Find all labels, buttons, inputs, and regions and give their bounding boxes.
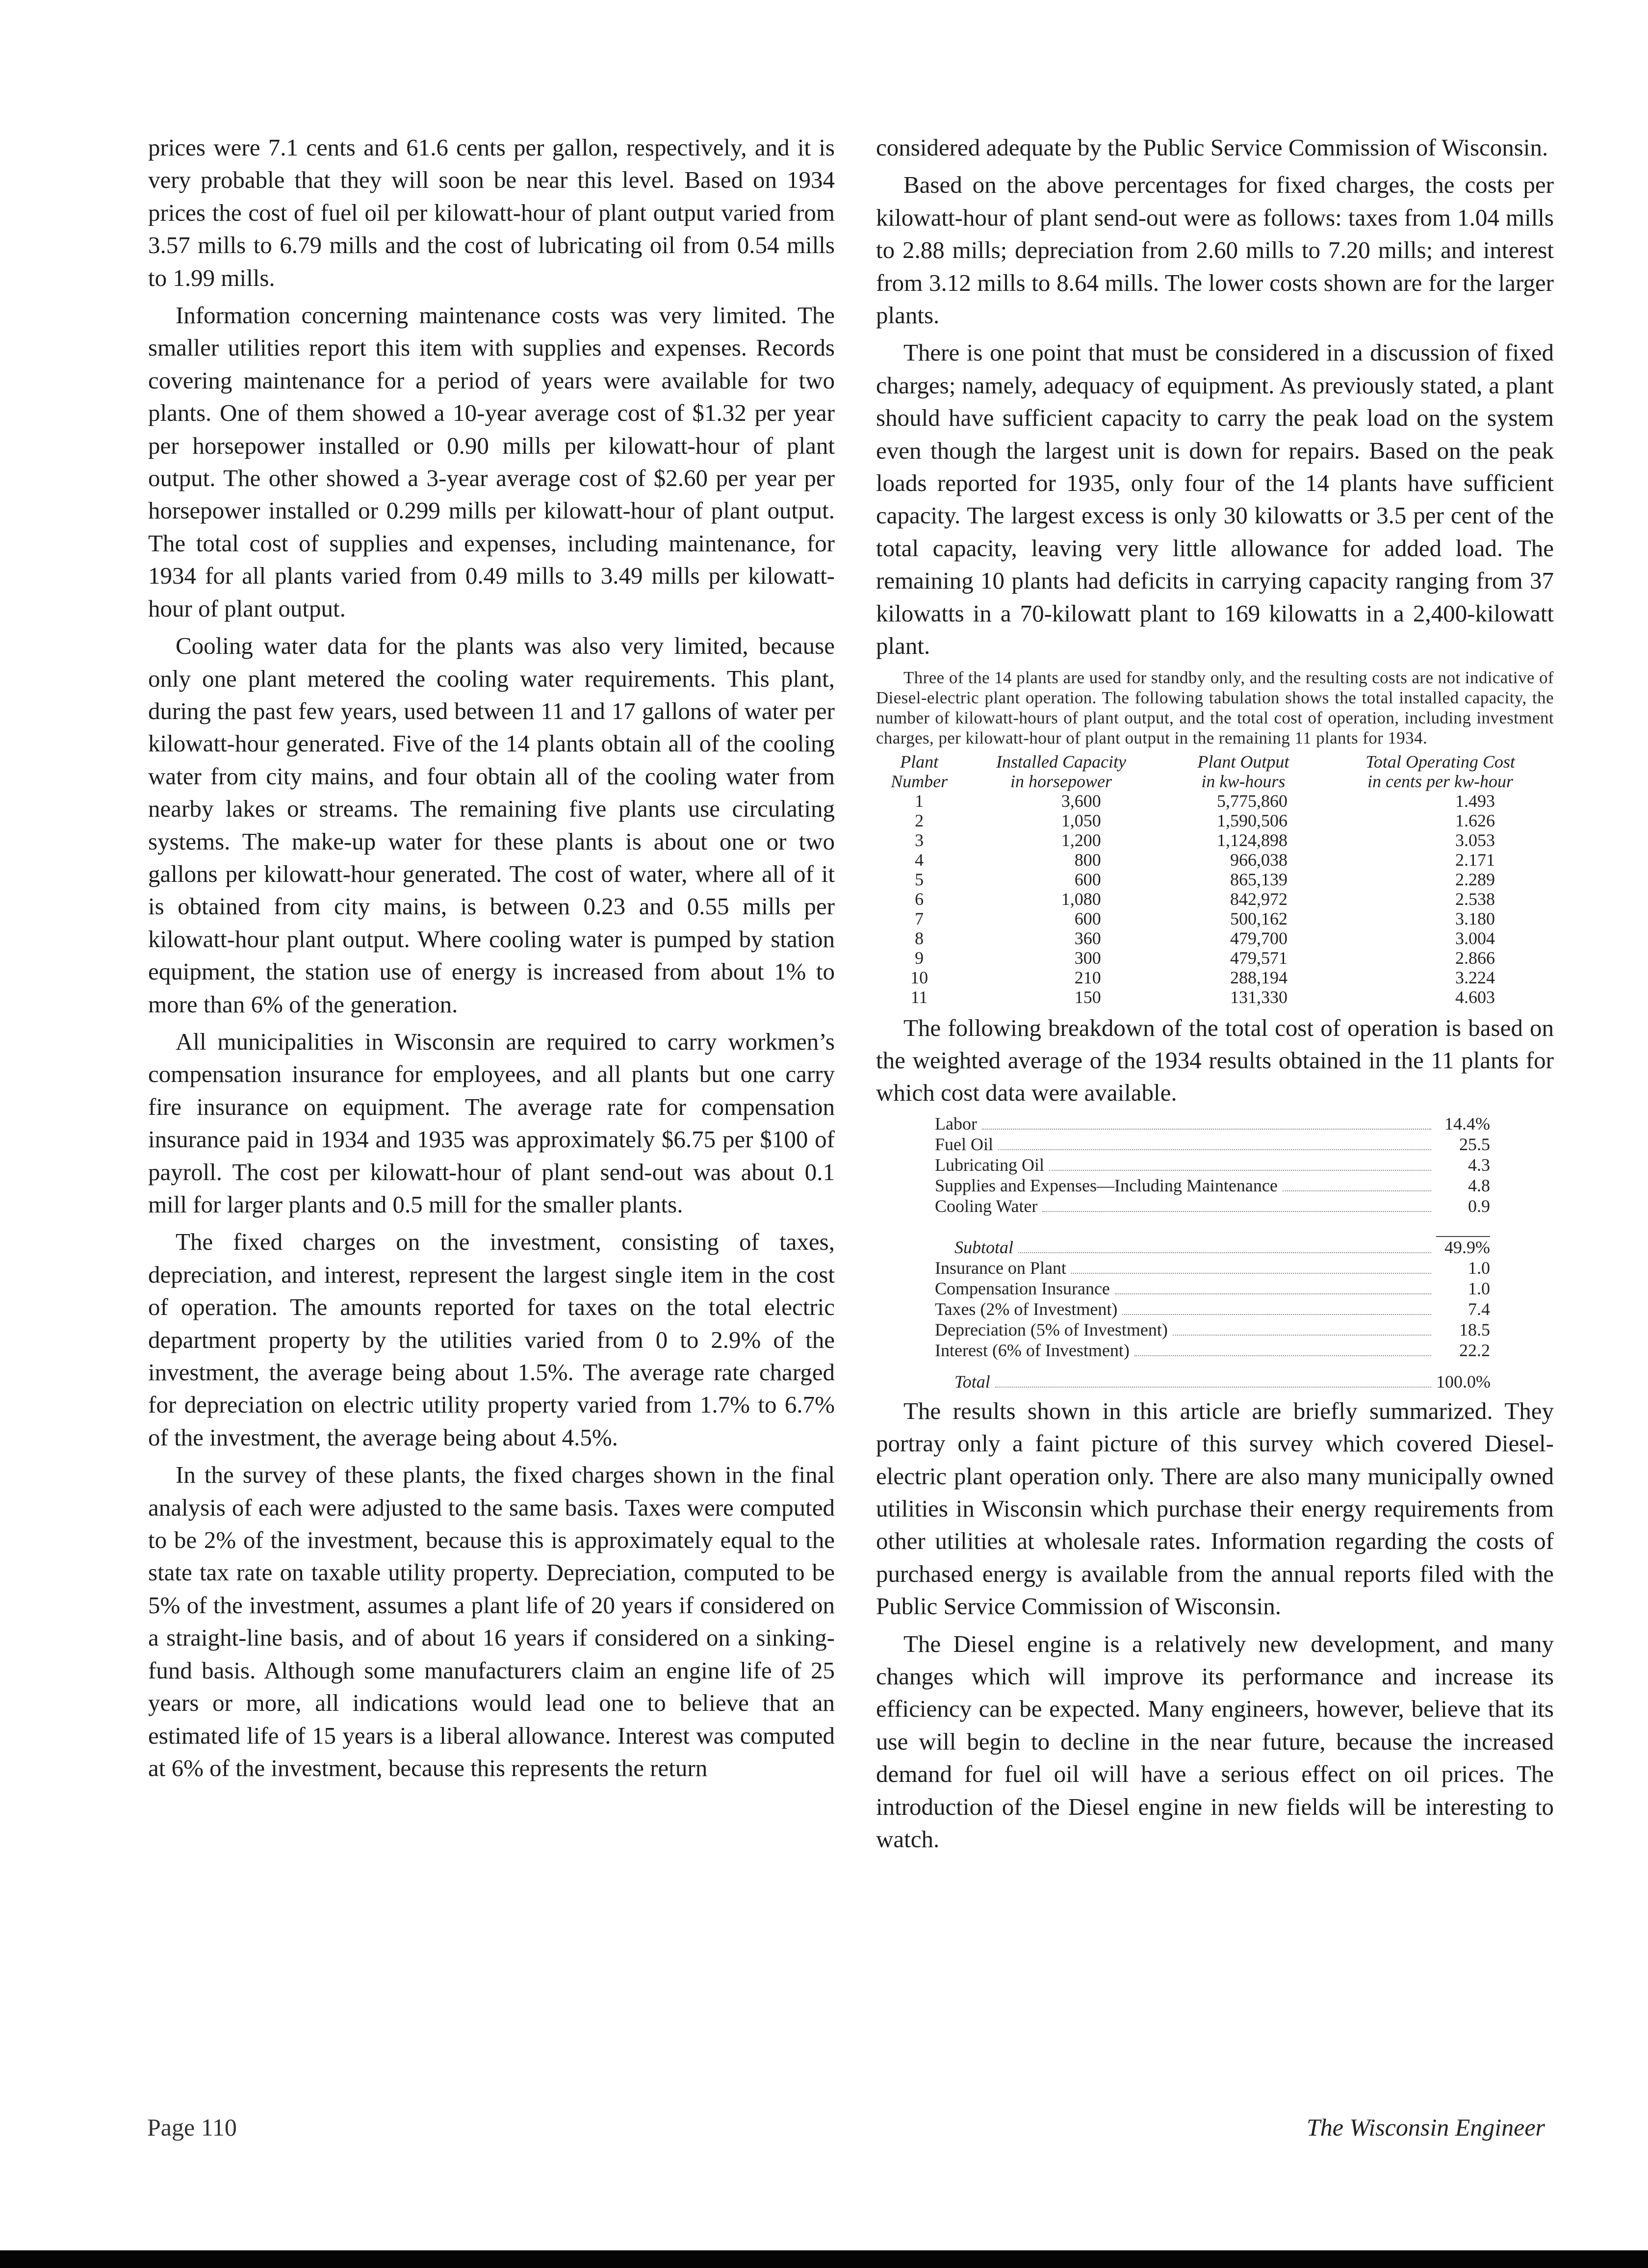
right-column [876,131,1554,1856]
table-cell: 2.538 [1455,889,1495,909]
table-cell: 3.053 [1455,830,1495,850]
subtotal-label: Subtotal [954,1237,1014,1257]
table-cell: 600 [1074,908,1101,928]
breakdown-value: 4.8 [1468,1175,1490,1195]
table-cell: 3.180 [1455,908,1495,928]
paragraph: The following breakdown of the total cost of operation is based on the weighted average of the 1934 results obtained in the 11 plants for which cost data were available. [876,1014,1554,1107]
column-header [1327,752,1554,791]
table-row [876,811,1554,830]
table-row [876,928,1554,948]
table-note: Three of the 14 plants are used for standby only, and the resulting costs are not indicative of Diesel-electric plant operation. The following tabulation shows the total installed capacity, the number of kilowatt-hours of plant output, and the total cost of operation, including investment charges, per kilowatt-hour of plant output in the remaining 11 plants for 1934. [876,668,1554,747]
breakdown-label: Interest (6% of Investment) [935,1340,1130,1360]
breakdown-row [935,1196,1490,1216]
table-cell: 2.289 [1455,869,1495,889]
breakdown-row [935,1258,1490,1278]
breakdown-row [935,1113,1490,1134]
table-cell: 2 [915,810,924,830]
table-cell: 865,139 [1230,869,1288,889]
table-cell: 300 [1074,948,1101,968]
table-row [876,830,1554,850]
paragraph: There is one point that must be considered in a discussion of fixed charges; namely, adequacy of equipment. As previously stated, a plant should have sufficient capacity to carry the peak load on the system even though the largest unit is down for repairs. Based on the peak loads reported for 1935, only four of the 14 plants have sufficient capacity. The largest excess is only 30 kilowatts or 3.5 per cent of the total capacity, leaving very little allowance for added load. The remaining 10 plants had deficits in carrying capacity ranging from 37 kilowatts in a 70-kilowatt plant to 169 kilowatts in a 2,400-kilowatt plant. [876,339,1554,660]
column-header-line: in cents per kw-hour [1367,771,1513,791]
breakdown-row [935,1299,1490,1319]
breakdown-label: Cooling Water [935,1196,1038,1216]
table-cell: 479,571 [1230,948,1288,968]
table-cell: 1,080 [1061,889,1101,909]
breakdown-value: 14.4% [1444,1113,1490,1134]
paragraph: considered adequate by the Public Service Commission of Wisconsin. [876,134,1548,161]
table-cell: 479,700 [1230,928,1288,948]
table-header-row [876,752,1554,791]
breakdown-label: Supplies and Expenses—Including Maintenance [935,1175,1278,1195]
table-cell: 3.004 [1455,928,1495,948]
breakdown-value: 18.5 [1459,1319,1490,1340]
table-cell: 360 [1074,928,1101,948]
breakdown-row [935,1134,1490,1155]
table-cell: 1,590,506 [1217,810,1288,830]
column-header-line: Plant [900,751,939,772]
page-number: Page 110 [147,2113,237,2141]
paragraph: Cooling water data for the plants was also very limited, because only one plant metered the cooling water requirements. This plant, during the past few years, used between 11 and 17 gallons of water per kilowatt-hour generated. Five of the 14 plants obtain all of the cooling water from city mains, and four obtain all of the cooling water from nearby lakes or streams. The remaining five plants use circulating systems. The make-up water for these plants is about one or two gallons per kilowatt-hour generated. The cost of water, where all of it is obtained from city mains, is between 0.23 and 0.55 mills per kilowatt-hour plant output. Where cooling water is pumped by station equipment, the station use of energy is increased from about 1% to more than 6% of the generation. [148,632,835,1018]
plant-cost-table [876,752,1554,1007]
table-cell: 3,600 [1061,791,1101,811]
table-cell: 9 [915,948,924,968]
paragraph: Information concerning maintenance costs was very limited. The smaller utilities report this item with supplies and expenses. Records covering maintenance for a period of years were available for two plants. One of them showed a 10-year average cost of $1.32 per year per horsepower installed or 0.90 mills per kilowatt-hour of plant output. The other showed a 3-year average cost of $2.60 per year per horsepower installed or 0.299 mills per kilowatt-hour of plant output. The total cost of supplies and expenses, including maintenance, for 1934 for all plants varied from 0.49 mills to 3.49 mills per kilowatt-hour of plant output. [148,302,835,622]
table-cell: 2.866 [1455,948,1495,968]
breakdown-value: 1.0 [1468,1258,1490,1278]
table-row [876,968,1554,987]
table-cell: 10 [910,967,928,987]
table-row [876,850,1554,870]
table-row [876,889,1554,909]
column-header-line: Installed Capacity [996,751,1126,772]
table-cell: 5 [915,869,924,889]
paragraph: The fixed charges on the investment, consisting of taxes, depreciation, and interest, represent the largest single item in the cost of operation. The amounts reported for taxes on the total electric department property by the utilities varied from 0 to 2.9% of the investment, the average being about 1.5%. The average rate charged for depreciation on electric utility property varied from 1.7% to 6.7% of the investment, the average being about 4.5%. [148,1228,835,1451]
table-row [876,791,1554,811]
table-cell: 131,330 [1230,987,1288,1007]
breakdown-value: 1.0 [1468,1278,1490,1298]
table-cell: 1,200 [1061,830,1101,850]
table-cell: 7 [915,908,924,928]
breakdown-value: 25.5 [1459,1134,1490,1154]
table-cell: 4.603 [1455,987,1495,1007]
table-cell: 288,194 [1230,967,1288,987]
breakdown-label: Taxes (2% of Investment) [935,1299,1118,1319]
table-cell: 150 [1074,987,1101,1007]
table-cell: 2.171 [1455,850,1495,870]
table-cell: 4 [915,850,924,870]
breakdown-row [935,1175,1490,1196]
breakdown-label: Compensation Insurance [935,1278,1110,1298]
paragraph: Based on the above percentages for fixed charges, the costs per kilowatt-hour of plant send-out were as follows: taxes from 1.04 mills to 2.88 mills; depreciation from 2.60 mills to 7.20 mills; and interest from 3.12 mills to 8.64 mills. The lower costs shown are for the larger plants. [876,171,1554,329]
column-header [1160,752,1327,791]
column-header-line: in horsepower [1010,771,1112,791]
paragraph: prices were 7.1 cents and 61.6 cents per gallon, respectively, and it is very probable that they will soon be near this level. Based on 1934 prices the cost of fuel oil per kilowatt-hour of plant output varied from 3.57 mills to 6.79 mills and the cost of lubricating oil from 0.54 mills to 1.99 mills. [148,134,835,291]
breakdown-row [935,1340,1490,1361]
table-cell: 1 [915,791,924,811]
breakdown-value: 22.2 [1459,1340,1490,1360]
breakdown-subtotal [935,1237,1490,1258]
table-body [876,791,1554,1007]
breakdown-value: 0.9 [1468,1196,1490,1216]
paragraph: The results shown in this article are briefly summarized. They portray only a faint picture of this survey which covered Diesel-electric plant operation only. There are also many municipally owned utilities in Wisconsin which purchase their energy requirements from other utilities at wholesale rates. Information regarding the costs of purchased energy is available from the annual reports filed with the Public Service Commission of Wisconsin. [876,1397,1554,1620]
breakdown-row [935,1155,1490,1175]
table-cell: 500,162 [1230,908,1288,928]
column-header-line: in kw-hours [1201,771,1286,791]
table-row [876,870,1554,889]
breakdown-label: Fuel Oil [935,1134,994,1154]
column-header-line: Number [891,771,948,791]
column-header [962,752,1160,791]
table-cell: 11 [910,987,928,1007]
paragraph: In the survey of these plants, the fixed charges shown in the final analysis of each were adjusted to the same basis. Taxes were computed to be 2% of the investment, because this is approximately equal to the state tax rate on taxable utility property. Depreciation, computed to be 5% of the investment, assumes a plant life of 20 years if considered on a straight-line basis, and of about 16 years if considered on a sinking-fund basis. Although some manufacturers claim an engine life of 25 years or more, all indications would lead one to believe that an estimated life of 15 years is a liberal allowance. Interest was computed at 6% of the investment, because this represents the return [148,1461,835,1781]
cost-breakdown [876,1113,1554,1392]
table-cell: 6 [915,889,924,909]
table-cell: 3.224 [1455,967,1495,987]
scan-border [0,2250,1648,2268]
paragraph: All municipalities in Wisconsin are required to carry workmen’s compensation insurance for employees, and all plants but one carry fire insurance on equipment. The average rate for compensation insurance paid in 1934 and 1935 was approximately $6.75 per $100 of payroll. The cost per kilowatt-hour of plant send-out was about 0.1 mill for larger plants and 0.5 mill for the smaller plants. [148,1028,835,1218]
breakdown-label: Depreciation (5% of Investment) [935,1319,1168,1340]
table-cell: 8 [915,928,924,948]
breakdown-row [935,1319,1490,1340]
table-cell: 800 [1074,850,1101,870]
breakdown-label: Labor [935,1113,977,1134]
breakdown-group [876,1258,1554,1361]
total-value: 100.0% [1436,1371,1491,1392]
left-column [148,131,835,1784]
table-row [876,987,1554,1007]
table-row [876,948,1554,968]
table-cell: 5,775,860 [1217,791,1288,811]
breakdown-value: 7.4 [1468,1299,1490,1319]
table-cell: 966,038 [1230,850,1288,870]
breakdown-label: Lubricating Oil [935,1155,1044,1175]
total-label: Total [954,1371,990,1392]
publication-title: The Wisconsin Engineer [1306,2113,1545,2141]
column-header [876,752,962,791]
breakdown-value: 4.3 [1468,1155,1490,1175]
table-cell: 1.493 [1455,791,1495,811]
breakdown-label: Insurance on Plant [935,1258,1066,1278]
paragraph: The Diesel engine is a relatively new development, and many changes which will improve its performance and increase its efficiency can be expected. Many engineers, however, believe that its use will begin to decline in the near future, because the increased demand for fuel oil will have a serious effect on oil prices. The introduction of the Diesel engine in new fields will be interesting to watch. [876,1630,1554,1853]
table-cell: 842,972 [1230,889,1288,909]
breakdown-row [935,1278,1490,1299]
column-header-line: Total Operating Cost [1365,751,1515,772]
table-cell: 1,050 [1061,810,1101,830]
table-row [876,909,1554,928]
table-cell: 1.626 [1455,810,1495,830]
column-header-line: Plant Output [1197,751,1289,772]
subtotal-value: 49.9% [1444,1237,1490,1257]
table-cell: 1,124,898 [1217,830,1288,850]
table-cell: 3 [915,830,924,850]
table-cell: 210 [1074,967,1101,987]
breakdown-group [876,1113,1554,1216]
breakdown-total [935,1371,1490,1392]
table-cell: 600 [1074,869,1101,889]
